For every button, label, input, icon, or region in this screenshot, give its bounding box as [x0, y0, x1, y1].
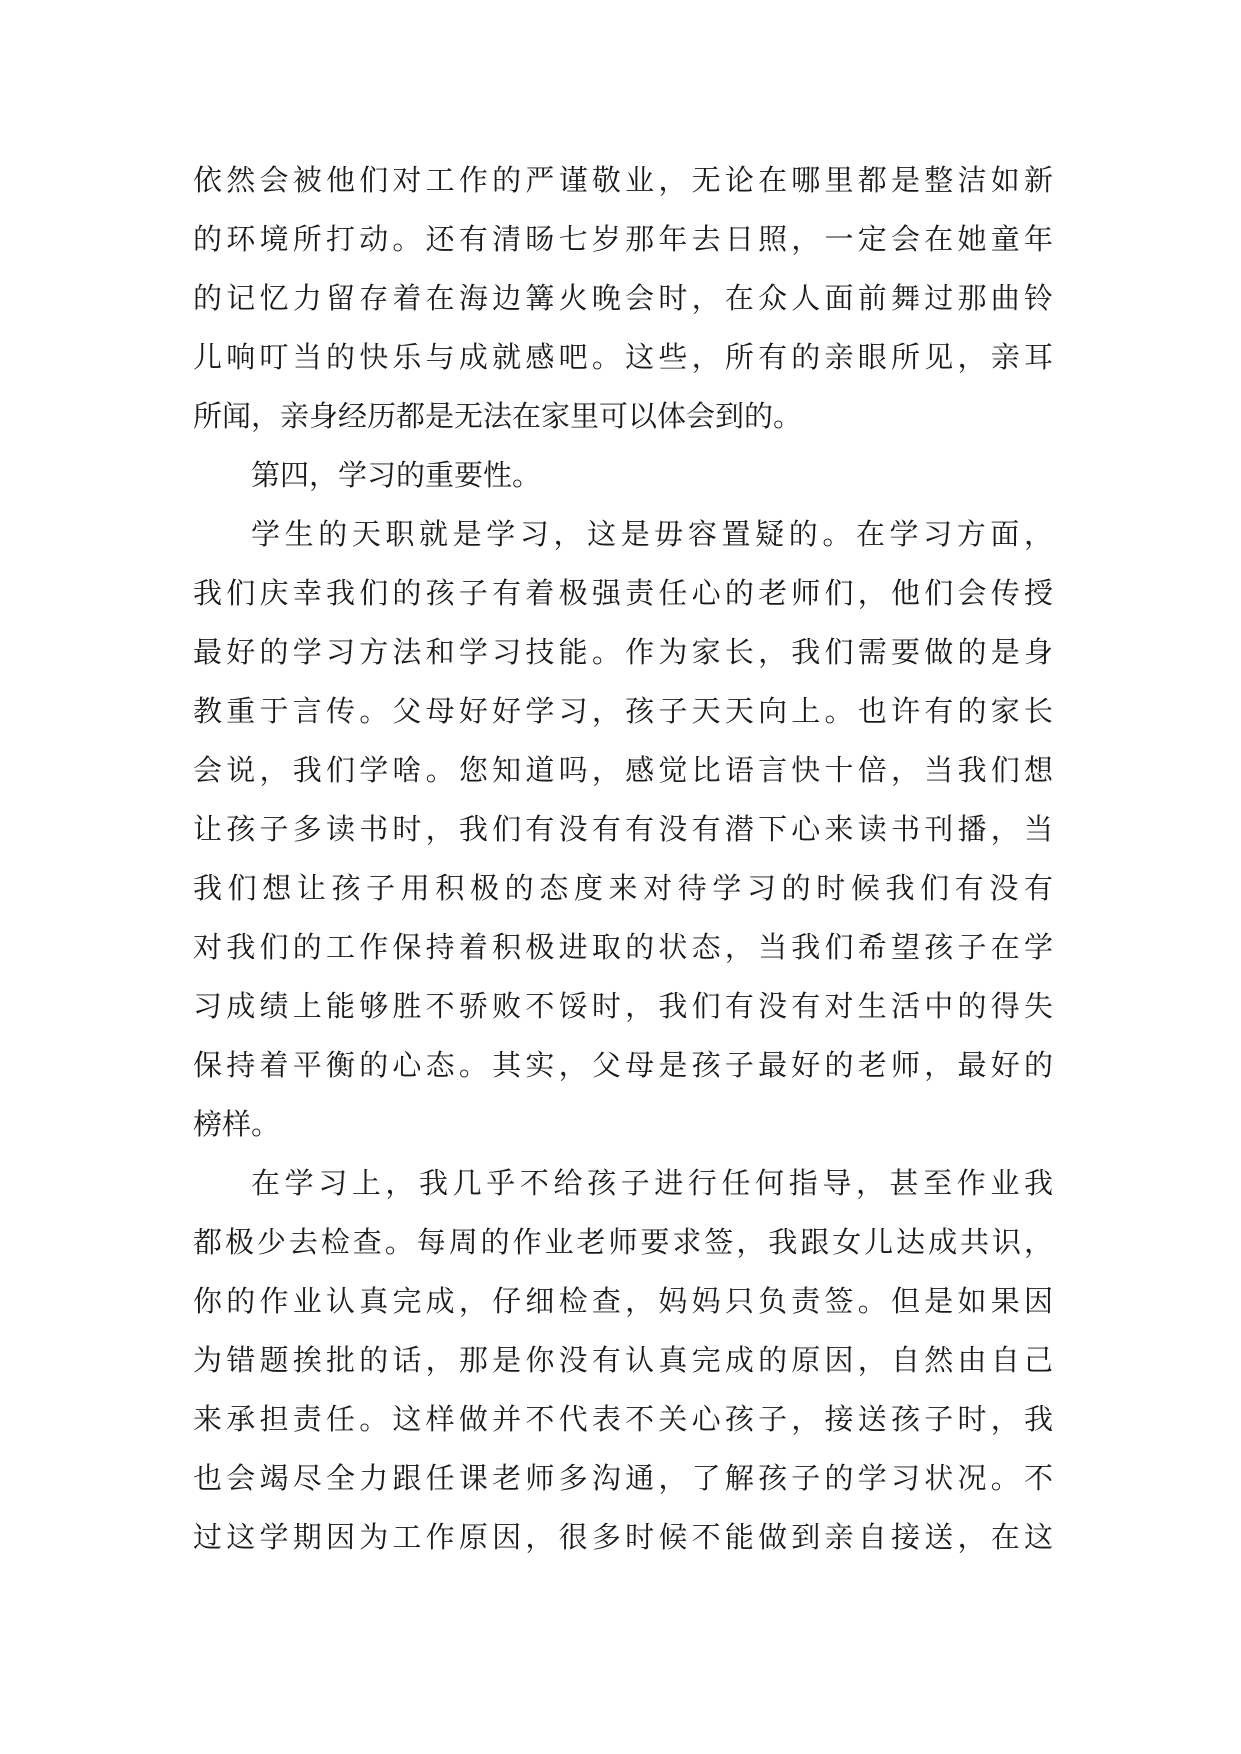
text-line: 最好的学习方法和学习技能。作为家长，我们需要做的是身 [193, 635, 1053, 669]
text-line: 依然会被他们对工作的严谨敬业，无论在哪里都是整洁如新 [193, 163, 1053, 197]
text-line: 儿响叮当的快乐与成就感吧。这些，所有的亲眼所见，亲耳 [193, 340, 1053, 374]
text-line: 学生的天职就是学习，这是毋容置疑的。在学习方面， [251, 517, 1053, 551]
text-line: 对我们的工作保持着积极进取的状态，当我们希望孩子在学 [193, 930, 1053, 964]
text-line: 让孩子多读书时，我们有没有有没有潜下心来读书刊播，当 [193, 812, 1053, 846]
text-line: 在学习上，我几乎不给孩子进行任何指导，甚至作业我 [251, 1166, 1053, 1200]
text-line: 保持着平衡的心态。其实，父母是孩子最好的老师，最好的 [193, 1048, 1053, 1082]
text-line: 你的作业认真完成，仔细检查，妈妈只负责签。但是如果因 [193, 1284, 1053, 1318]
text-line: 也会竭尽全力跟任课老师多沟通，了解孩子的学习状况。不 [193, 1461, 1053, 1495]
text-line: 会说，我们学啥。您知道吗，感觉比语言快十倍，当我们想 [193, 753, 1053, 787]
text-line: 的记忆力留存着在海边篝火晚会时，在众人面前舞过那曲铃 [193, 281, 1053, 315]
text-line: 的环境所打动。还有清旸七岁那年去日照，一定会在她童年 [193, 222, 1053, 256]
text-line: 我们想让孩子用积极的态度来对待学习的时候我们有没有 [193, 871, 1053, 905]
text-line: 来承担责任。这样做并不代表不关心孩子，接送孩子时，我 [193, 1402, 1053, 1436]
document-page [193, 160, 1053, 1576]
text-line: 习成绩上能够胜不骄败不馁时，我们有没有对生活中的得失 [193, 989, 1053, 1023]
text-line: 都极少去检查。每周的作业老师要求签，我跟女儿达成共识， [193, 1225, 1053, 1259]
text-line: 所闻，亲身经历都是无法在家里可以体会到的。 [193, 399, 803, 433]
text-line: 教重于言传。父母好好学习，孩子天天向上。也许有的家长 [193, 694, 1053, 728]
text-line: 过这学期因为工作原因，很多时候不能做到亲自接送，在这 [193, 1520, 1053, 1554]
text-line: 为错题挨批的话，那是你没有认真完成的原因，自然由自己 [193, 1343, 1053, 1377]
text-line: 榜样。 [193, 1107, 281, 1141]
text-line: 第四，学习的重要性。 [251, 458, 542, 492]
text-line: 我们庆幸我们的孩子有着极强责任心的老师们，他们会传授 [193, 576, 1053, 610]
